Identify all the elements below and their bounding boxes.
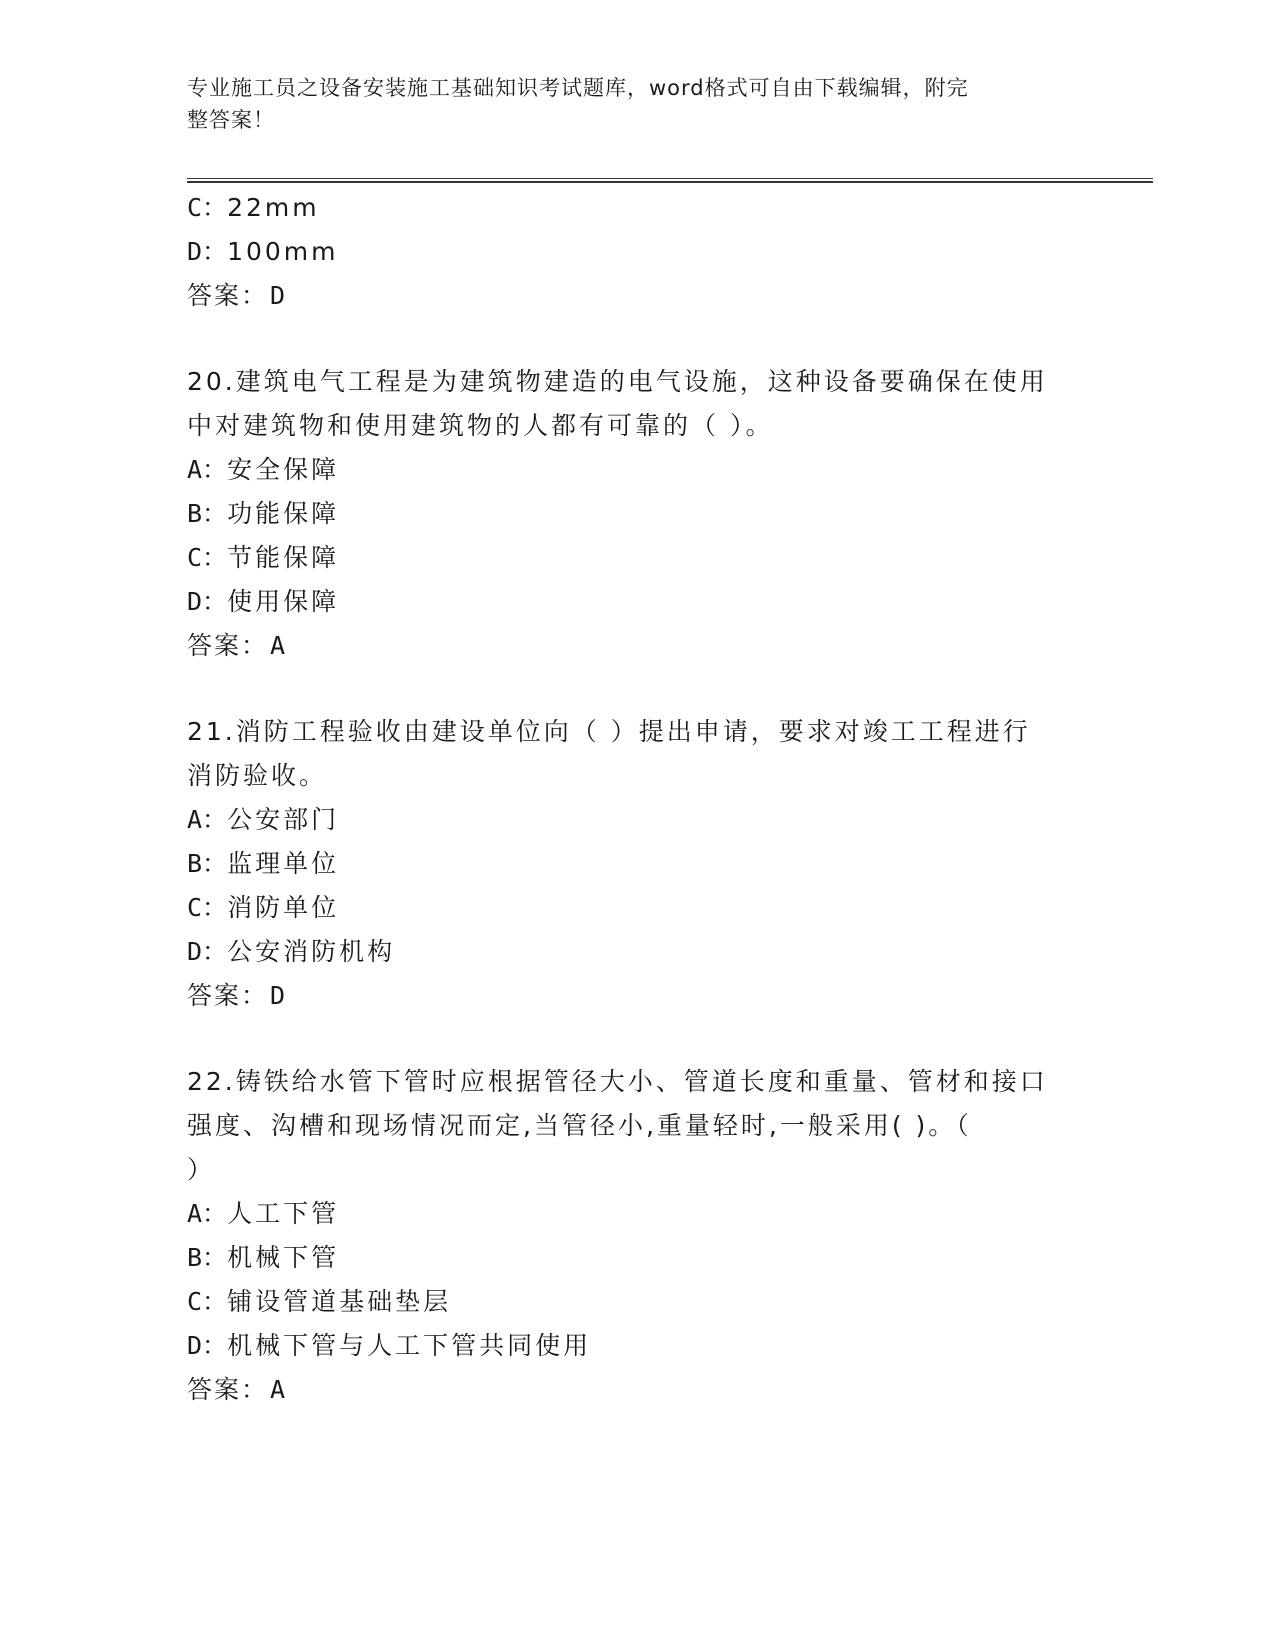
option-text: 公安消防机构 bbox=[227, 937, 396, 966]
answer-value: A bbox=[270, 1375, 286, 1404]
q20-stem-line-2: 中对建筑物和使用建筑物的人都有可靠的（ ）。 bbox=[187, 411, 774, 440]
q21-stem-line-2: 消防验收。 bbox=[187, 761, 328, 790]
q21-option-d bbox=[187, 932, 395, 968]
header-line-2: 整答案！ bbox=[187, 108, 275, 132]
option-text: 监理单位 bbox=[227, 849, 340, 878]
q21-option-a bbox=[187, 800, 339, 836]
q22-stem-line-2: 强度、沟槽和现场情况而定,当管径小,重量轻时,一般采用( )。（ bbox=[187, 1111, 972, 1140]
option-label: A： bbox=[187, 455, 228, 484]
option-label: D： bbox=[187, 937, 228, 966]
answer-label: 答案： bbox=[187, 1375, 269, 1404]
option-text: 节能保障 bbox=[227, 543, 340, 572]
option-label: C： bbox=[187, 893, 228, 922]
option-text: 机械下管 bbox=[227, 1243, 340, 1272]
q22-answer bbox=[187, 1370, 285, 1406]
answer-value: D bbox=[270, 281, 286, 310]
answer-label: 答案： bbox=[187, 281, 269, 310]
q20-option-b bbox=[187, 494, 339, 530]
q20-stem-line-1: 20.建筑电气工程是为建筑物建造的电气设施，这种设备要确保在使用 bbox=[187, 367, 1048, 396]
option-label: D： bbox=[187, 237, 228, 266]
q19-answer bbox=[187, 276, 285, 312]
option-text: 22mm bbox=[227, 193, 320, 222]
q21-option-c bbox=[187, 888, 339, 924]
option-text: 功能保障 bbox=[227, 499, 340, 528]
answer-value: D bbox=[270, 981, 286, 1010]
q22-stem-line-3: ） bbox=[187, 1155, 216, 1184]
option-label: C： bbox=[187, 193, 228, 222]
option-label: B： bbox=[187, 1243, 228, 1272]
q21-stem-line-1: 21.消防工程验收由建设单位向（ ）提出申请，要求对竣工工程进行 bbox=[187, 717, 1031, 746]
option-label: C： bbox=[187, 543, 228, 572]
q20-option-d bbox=[187, 582, 339, 618]
option-label: A： bbox=[187, 805, 228, 834]
q22-stem-line-1: 22.铸铁给水管下管时应根据管径大小、管道长度和重量、管材和接口 bbox=[187, 1067, 1048, 1096]
option-label: D： bbox=[187, 1331, 228, 1360]
answer-value: A bbox=[270, 631, 286, 660]
q22-option-b bbox=[187, 1238, 339, 1274]
option-text: 使用保障 bbox=[227, 587, 340, 616]
answer-label: 答案： bbox=[187, 631, 269, 660]
option-label: B： bbox=[187, 849, 228, 878]
q21-option-b bbox=[187, 844, 339, 880]
header-line-1: 专业施工员之设备安装施工基础知识考试题库，word格式可自由下载编辑，附完 bbox=[187, 76, 969, 100]
option-text: 机械下管与人工下管共同使用 bbox=[227, 1331, 592, 1360]
option-text: 铺设管道基础垫层 bbox=[227, 1287, 452, 1316]
option-text: 安全保障 bbox=[227, 455, 340, 484]
option-text: 100mm bbox=[227, 237, 339, 266]
q19-option-c bbox=[187, 188, 320, 224]
option-label: B： bbox=[187, 499, 228, 528]
q19-option-d bbox=[187, 232, 339, 268]
q20-option-c bbox=[187, 538, 339, 574]
q20-option-a bbox=[187, 450, 339, 486]
option-label: C： bbox=[187, 1287, 228, 1316]
header-divider bbox=[187, 178, 1153, 183]
option-label: A： bbox=[187, 1199, 228, 1228]
q21-answer bbox=[187, 976, 285, 1012]
option-text: 人工下管 bbox=[227, 1199, 340, 1228]
option-text: 公安部门 bbox=[227, 805, 340, 834]
option-text: 消防单位 bbox=[227, 893, 340, 922]
q20-answer bbox=[187, 626, 285, 662]
q22-option-d bbox=[187, 1326, 591, 1362]
answer-label: 答案： bbox=[187, 981, 269, 1010]
page-header bbox=[187, 72, 1067, 136]
q22-option-a bbox=[187, 1194, 339, 1230]
option-label: D： bbox=[187, 587, 228, 616]
q22-option-c bbox=[187, 1282, 451, 1318]
